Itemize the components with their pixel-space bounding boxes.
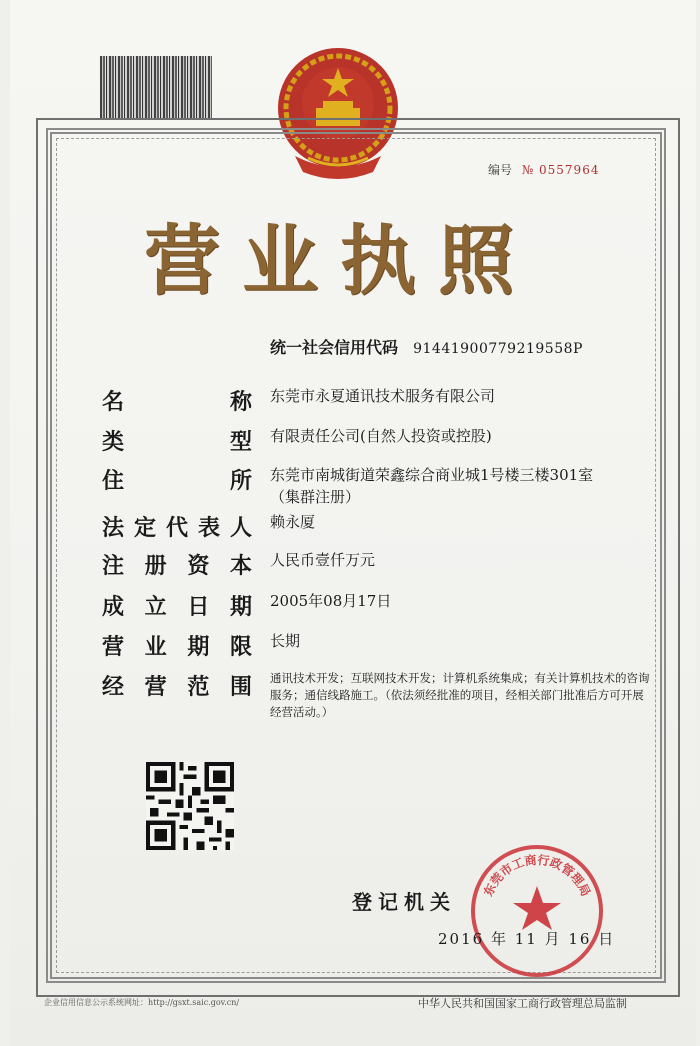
credit-code [270,335,583,358]
serial-value: № 0557964 [521,163,600,177]
credit-code-label: 统一社会信用代码 [270,338,399,357]
official-seal [468,842,606,980]
registration-authority-label: 登记机关 [352,890,456,914]
footer-website: 企业信用信息公示系统网址：http://gsxt.saic.gov.cn/ [44,998,240,1007]
seal-text: 东莞市工商行政管理局 [481,852,593,899]
anti-counterfeit-strip [100,56,212,118]
field-label: 法 定 代 表 人 [102,516,252,541]
field-value: 2005年08月17日 [270,592,392,610]
field-value: 赖永厦 [270,513,316,531]
field-value: 通讯技术开发；互联网技术开发；计算机系统集成；有关计算机技术的咨询服务；通信线路施工。（依法须经批准的项目，经相关部门批准后方可开展经营活动。） [270,671,650,719]
issue-date: 2016 年 11 月 16 日 [438,930,616,948]
serial-label: 编号 [488,163,513,177]
field-label: 类 型 [102,430,252,455]
field-label: 名 称 [102,390,252,415]
field-value: 长期 [270,632,301,650]
field-value: 东莞市永夏通讯技术服务有限公司 [270,387,496,405]
serial-number [488,161,599,178]
footer-supervisor: 中华人民共和国国家工商行政管理总局监制 [418,997,627,1010]
field-value: 有限责任公司(自然人投资或控股) [270,427,492,445]
field-value: 东莞市南城街道荣鑫综合商业城1号楼三楼301室（集群注册） [270,466,594,506]
field-label: 营 业 期 限 [102,635,252,660]
document-title: 营业执照 [144,216,536,305]
field-label: 住 所 [102,469,252,494]
field-label: 成 立 日 期 [102,595,252,620]
qr-code [146,762,234,850]
credit-code-value: 91441900779219558P [413,341,583,357]
field-value: 人民币壹仟万元 [270,551,376,569]
field-label: 注 册 资 本 [102,554,252,579]
field-label: 经 营 范 围 [102,675,252,700]
